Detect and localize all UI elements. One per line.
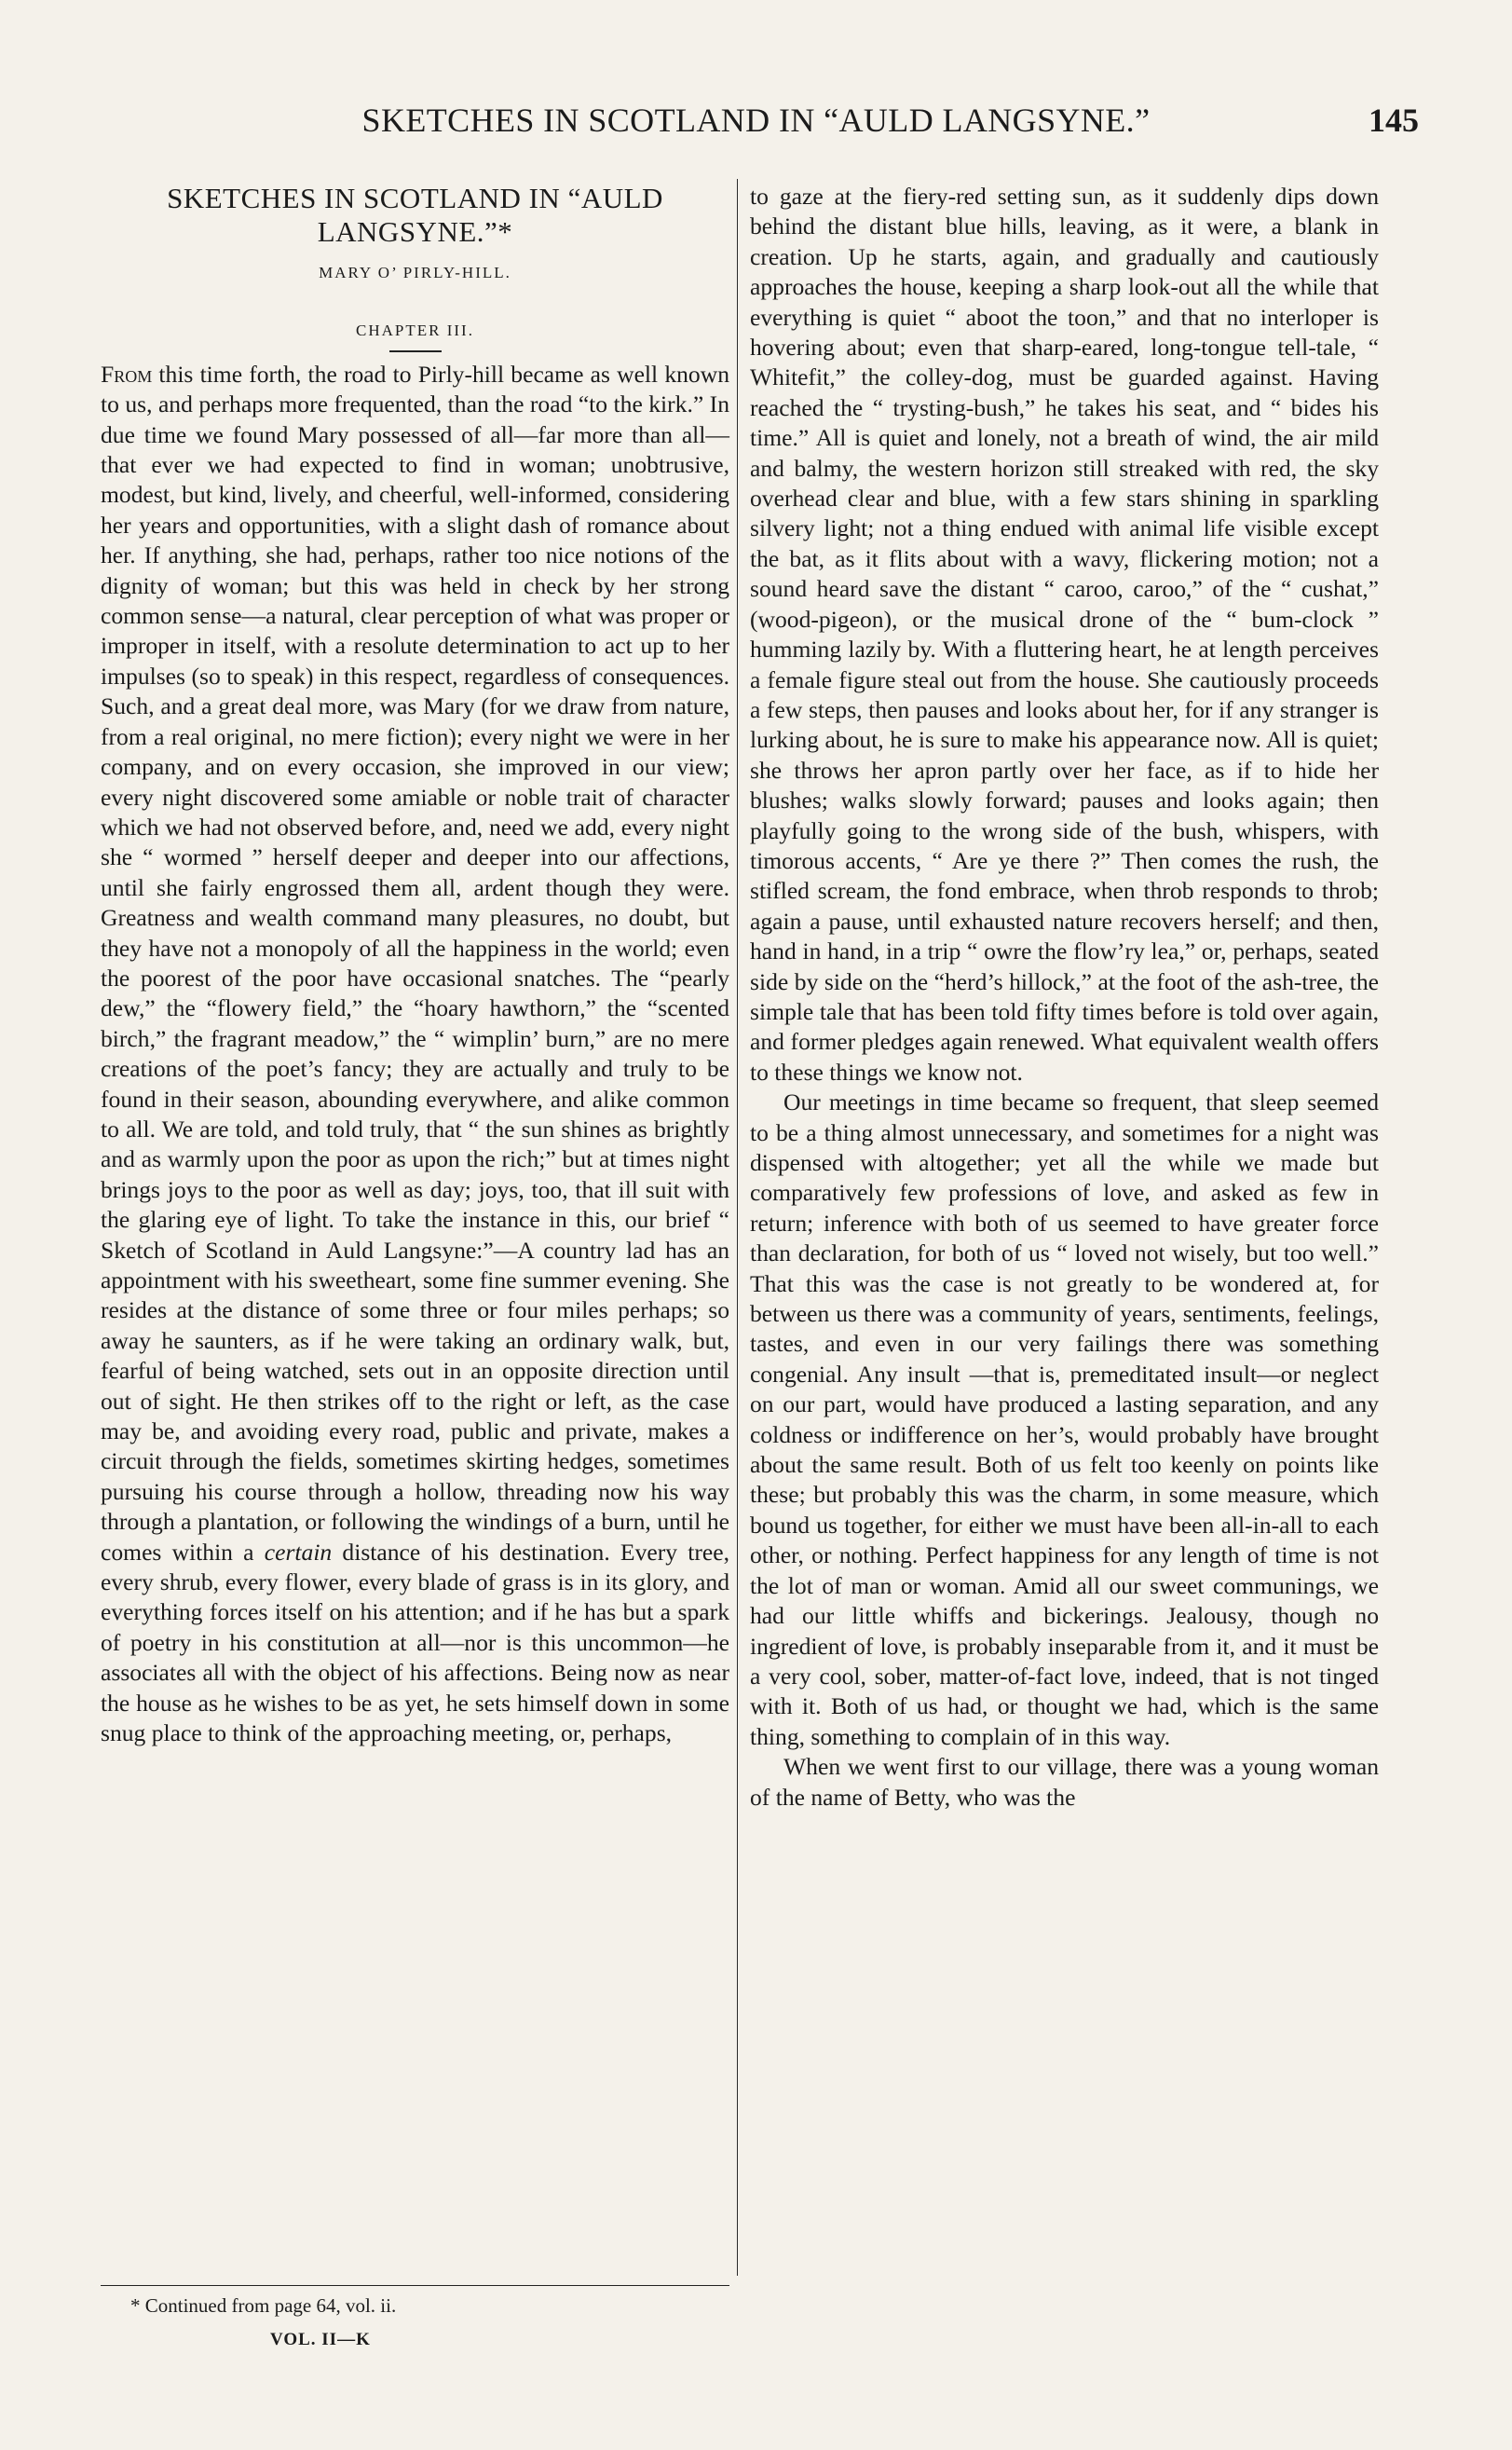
article-title: SKETCHES IN SCOTLAND IN “AULD LANGSYNE.”* [167,182,663,248]
paragraph-1-text-end: distance of his destination. Every tree, every shrub, every flower, every blade of grass is in its glory, and everything forces itself on his attention; and if he has but a spark of poetry in his constitution at all—nor is this uncommon—he associates all with the object of his affections. Being now as near the house as he wishes to be as yet, he sets himself down in some snug place to think of the approaching meeting, or, perhaps, [101,1538,729,1747]
footnote-rule [101,2285,729,2286]
right-column [750,182,1379,1813]
article-subtitle: MARY O’ PIRLY-HILL. [319,264,511,281]
paragraph-3: When we went first to our village, there was a young woman of the name of Betty, who was the [750,1753,1379,1811]
emphasis-certain: certain [264,1538,333,1566]
left-column [101,182,729,1749]
column-divider [737,179,738,2276]
running-title: SKETCHES IN SCOTLAND IN “AULD LANGSYNE.” [361,102,1151,139]
paragraph-1 [101,360,729,1749]
running-head [93,101,1419,140]
chapter-heading: CHAPTER III. [356,322,474,340]
drop-word: From [101,360,153,388]
footnote: * Continued from page 64, vol. ii. [130,2294,397,2317]
paragraph-1-text: this time forth, the road to Pirly-hill became as well known to us, and perhaps more frequented, than the road “to the kirk.” In due time we found Mary possessed of all—far more than all—that ever we had expected to find in woman; unobtrusive, modest, but kind, lively, and cheerful, well-informed, considering her years and opportunities, with a slight dash of romance about her. If anything, she had, perhaps, rather too nice notions of the dignity of woman; but this was held in check by her strong common sense—a natural, clear perception of what was proper or improper in itself, with a resolute determination to act up to her impulses (so to speak) in this respect, regardless of consequences. Such, and a great deal more, was Mary (for we draw from nature, from a real original, no mere fiction); every night we were in her company, and on every occasion, she improved in our view; every night discovered some amiable or noble trait of character which we had not observed before, and, need we add, every night she “ wormed ” herself deeper and deeper into our affections, until she fairly engrossed them all, ardent though they were. Greatness and wealth command many pleasures, no doubt, but they have not a monopoly of all the happiness in the world; even the poorest of the poor have occasional snatches. The “pearly dew,” the “flowery field,” the “hoary hawthorn,” the “scented birch,” the fragrant meadow,” the “ wimplin’ burn,” are no mere creations of the poet’s fancy; they are actually and truly to be found in their season, abounding everywhere, and alike common to all. We are told, and told truly, that “ the sun shines as brightly and as warmly upon the poor as upon the rich;” but at times night brings joys to the poor as well as day; joys, too, that ill suit with the glaring eye of light. To take the instance in this, our brief “ Sketch of Scotland in Auld Langsyne:”—A country lad has an appointment with his sweetheart, some fine summer evening. She resides at the distance of some three or four miles perhaps; so away he saunters, as if he were taking an ordinary walk, but, fearful of being watched, sets out in an opposite direction until out of sight. He then strikes off to the right or left, as the case may be, and avoiding every road, public and private, makes a circuit through the fields, sometimes skirting hedges, sometimes pursuing his course through a hollow, threading now his way through a plantation, or following the windings of a burn, until he comes within a [101,360,729,1566]
paragraph-1-continued: to gaze at the fiery-red setting sun, as it suddenly dips down behind the distant blue hills, leaving, as it were, a blank in creation. Up he starts, again, and gradually and cautiously approaches the house, keeping a sharp look-out all the while that everything is quiet “ aboot the toon,” and that no interloper is hovering about; even that sharp-eared, long-tongue tell-tale, “ Whitefit,” the colley-dog, must be guarded against. Having reached the “ trysting-bush,” he takes his seat, and “ bides his time.” All is quiet and lonely, not a breath of wind, the air mild and balmy, the western horizon still streaked with red, the sky overhead clear and blue, with a few stars shining in sparkling silvery light; not a thing endued with animal life visible except the bat, as it flits about with a wavy, flickering motion; not a sound heard save the distant “ caroo, caroo,” of the “ cushat,” (wood-pigeon), or the musical drone of the “ bum-clock ” humming lazily by. With a fluttering heart, he at length perceives a female figure steal out from the house. She cautiously proceeds a few steps, then pauses and looks about her, for if any stranger is lurking about, he is sure to make his appearance now. All is quiet; she throws her apron partly over her face, as if to hide her blushes; walks slowly forward; pauses and looks again; then playfully going to the wrong side of the bush, whispers, with timorous accents, “ Are ye there ?” Then comes the rush, the stifled scream, the fond embrace, when throb responds to throb; again a pause, until exhausted nature recovers herself; and then, hand in hand, in a trip “ owre the flow’ry lea,” or, perhaps, seated side by side on the “herd’s hillock,” at the foot of the ash-tree, the simple tale that has been told fifty times before is told over again, and former pledges again renewed. What equivalent wealth offers to these things we know not. [750,183,1379,1086]
signature-mark: VOL. II—K [270,2330,371,2349]
chapter-rule [389,350,442,352]
page-number: 145 [1369,102,1419,139]
paragraph-2: Our meetings in time became so frequent, that sleep seemed to be a thing almost unnecessary, and sometimes for a night was dispensed with altogether; yet all the while we made but comparatively few professions of love, and asked as few in return; inference with both of us seemed to have greater force than declaration, for both of us “ loved not wisely, but too well.” That this was the case is not greatly to be wondered at, for between us there was a community of years, sentiments, feelings, tastes, and even in our very failings there was something congenial. Any insult —that is, premeditated insult—or neglect on our part, would have produced a lasting separation, and any coldness or indifference on her’s, would probably have brought about the same result. Both of us felt too keenly on points like these; but probably this was the charm, in some measure, which bound us together, for either we must have been all-in-all to each other, or nothing. Perfect happiness for any length of time is not the lot of man or woman. Amid all our sweet communings, we had our little whiffs and bickerings. Jealousy, though no ingredient of love, is probably inseparable from it, and it must be a very cool, sober, matter-of-fact love, indeed, that is not tinged with it. Both of us had, or thought we had, which is the same thing, something to complain of in this way. [750,1088,1379,1750]
